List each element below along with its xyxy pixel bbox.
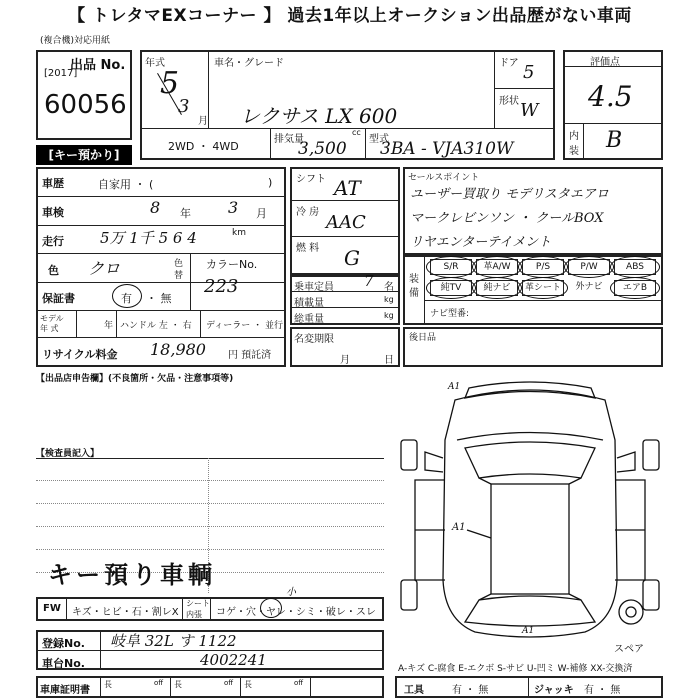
model-value: レクサス LX 600 (240, 104, 398, 128)
selection-circle (426, 277, 476, 299)
divider (36, 337, 286, 338)
dotted-line (36, 549, 384, 550)
model-label: 車名・グレード (214, 58, 284, 69)
lot-number: 60056 (44, 90, 127, 120)
divider (170, 676, 171, 698)
tools-value: 有 ・ 無 (452, 685, 489, 696)
rename-day-unit: 日 (384, 355, 394, 366)
capacity-label: 乗車定員 (294, 282, 334, 293)
option-power-steering: P/S (522, 259, 564, 275)
selection-circle (518, 256, 568, 278)
selection-circle (610, 256, 660, 278)
ac-label: 冷 房 (296, 207, 320, 218)
equipment-label-1: 装 (409, 274, 419, 285)
dotted-line (36, 503, 384, 504)
damage-legend: A-キズ C-腐食 E-エクボ S-サビ U-凹ミ W-補修 XX-交換済 (398, 664, 633, 674)
shape-label: 形状 (499, 96, 519, 107)
form-note: (複合機)対応用紙 (40, 36, 111, 46)
divider (190, 253, 191, 310)
history-label: 車歴 (42, 177, 64, 190)
dotted-line (36, 526, 384, 527)
shift-value: AT (334, 176, 361, 200)
inspection-label: 車検 (42, 206, 64, 219)
lot-label: 出品 No. (70, 58, 126, 73)
sales-point-line: マークレビンソン ・ クールBOX (410, 211, 604, 226)
fuel-label: 燃 料 (296, 243, 320, 254)
inspection-month-unit: 月 (256, 207, 267, 220)
history-close: ) (268, 176, 273, 189)
cert-cell: 長 (104, 680, 112, 689)
damage-mark-top: A1 (448, 382, 461, 392)
option-sunroof: S/R (430, 259, 472, 275)
equipment-label-2: 備 (409, 288, 419, 299)
reg-label: 登録No. (42, 637, 85, 650)
type-value: 3BA - VJA310W (380, 139, 514, 159)
dotted-line (36, 480, 384, 481)
fuel-value: G (344, 246, 360, 270)
selection-circle (472, 277, 522, 299)
option-genuine-tv: 純TV (430, 280, 472, 296)
doors-label: ドア (499, 58, 519, 69)
seat-label-1: シート (186, 599, 210, 608)
divider (494, 50, 495, 128)
displacement-label: 排気量 (274, 134, 304, 145)
warranty-no: ・ 無 (146, 292, 172, 305)
divider (208, 50, 209, 128)
option-airbag: エアB (614, 280, 656, 296)
divider (36, 310, 286, 311)
interior-value: B (606, 128, 623, 153)
damage-mark-side: A1 (452, 522, 466, 533)
color-change-2: 替 (174, 271, 184, 281)
divider (210, 597, 211, 621)
option-power-windows: P/W (568, 259, 610, 275)
interior-label-1: 内 (569, 131, 579, 142)
stain-mark: 小 (286, 587, 296, 598)
model-year-label: モデル 年 式 (40, 314, 64, 333)
key-badge: [キー預かり] (36, 145, 132, 165)
reg-value: 岐阜 32L す 1122 (110, 632, 237, 650)
cert-cell: 長 (174, 680, 182, 689)
warranty-label: 保証書 (42, 292, 75, 305)
scratch-options: キズ・ヒビ・石・割レX (72, 607, 179, 618)
color-value: クロ (88, 259, 121, 278)
model-year-unit: 年 (104, 321, 114, 331)
displacement-unit: cc (352, 128, 361, 137)
gross-unit: kg (384, 311, 394, 320)
load-label: 積載量 (294, 298, 324, 309)
option-abs: ABS (614, 259, 656, 275)
inspector-note: キー預り車輌 (48, 560, 216, 589)
divider (365, 128, 366, 160)
divider (182, 597, 183, 621)
selection-circle (260, 598, 282, 618)
tools-label: 工具 (404, 685, 424, 696)
stain-options: コゲ・穴・ヤレ・シミ・破レ・スレ (216, 607, 376, 618)
warranty-yes: 有 (121, 292, 132, 305)
inspection-year-unit: 年 (180, 207, 191, 220)
seat-label-2: 内張 (186, 610, 202, 619)
divider (310, 676, 311, 698)
divider (494, 88, 555, 89)
handle-label: ハンドル 左 ・ 右 (120, 321, 192, 331)
year-label: 年式 (145, 58, 165, 69)
spare-label: スペア (614, 644, 644, 655)
ac-value: AAC (326, 212, 366, 233)
fw-label: FW (43, 603, 61, 614)
cert-cell: 長 (244, 680, 252, 689)
tools-block (395, 676, 663, 698)
month-unit: 月 (198, 116, 208, 127)
option-leather-aw: 革A/W (476, 259, 518, 275)
interior-label-2: 装 (569, 146, 579, 157)
inspection-year: 8 (150, 198, 161, 217)
history-value: 自家用 ・ ( (98, 178, 154, 191)
sales-point-line: ユーザー買取り モデリスタエアロ (410, 187, 609, 202)
divider (270, 128, 271, 160)
divider (36, 282, 286, 283)
divider (36, 458, 384, 459)
lot-year-tag: [2017] (44, 68, 78, 79)
chassis-label: 車台No. (42, 657, 85, 670)
dealer-label: ディーラー ・ 並行 (206, 321, 284, 331)
sales-points-label: セールスポイント (408, 173, 480, 183)
arrival-label: 後日品 (409, 333, 437, 343)
color-label: 色 (48, 264, 59, 277)
declaration-label: 【出品店申告欄】(不良箇所・欠品・注意事項等) (36, 374, 234, 384)
divider (528, 676, 529, 698)
drive-options: 2WD ・ 4WD (168, 140, 239, 153)
recycle-value: 18,980 (150, 340, 206, 359)
selection-circle (564, 256, 614, 278)
capacity-value: 7 (364, 272, 374, 290)
divider (36, 225, 286, 226)
divider (290, 236, 400, 237)
divider (424, 300, 663, 301)
doors-value: 5 (523, 62, 535, 83)
divider (200, 310, 201, 337)
chassis-value: 4002241 (200, 651, 267, 669)
divider (36, 196, 286, 197)
page-banner: 【 トレタマEXコーナー 】 過去1年以上オークション出品歴がない車両 (0, 0, 700, 33)
score-value: 4.5 (588, 80, 633, 113)
divider (100, 676, 101, 698)
inspection-month: 3 (228, 198, 239, 217)
cert-cell: off (224, 679, 234, 687)
arrival-block (403, 327, 663, 367)
divider (66, 597, 67, 621)
car-diagram (395, 380, 665, 645)
divider (583, 123, 584, 160)
divider (100, 630, 101, 670)
color-no-label: カラーNo. (206, 258, 258, 271)
selection-circle (426, 256, 476, 278)
inspector-label: 【検査員記入】 (36, 449, 100, 459)
selection-circle (610, 277, 660, 299)
divider (290, 200, 400, 201)
option-aftermarket-navi: 外ナビ (575, 282, 603, 292)
selection-circle (472, 256, 522, 278)
shift-label: シフト (296, 174, 326, 185)
displacement-value: 3,500 (298, 139, 347, 159)
cert-label: 車庫証明書 (40, 685, 90, 696)
divider (563, 123, 663, 124)
option-genuine-navi: 純ナビ (476, 280, 518, 296)
divider (240, 676, 241, 698)
divider (36, 253, 286, 254)
mileage-value: 5万 1千 5 6 4 (100, 229, 197, 247)
recycle-label: リサイクル料金 (42, 348, 118, 361)
navi-model-label: ナビ型番: (430, 309, 470, 319)
selection-circle (518, 277, 568, 299)
gross-label: 総重量 (294, 314, 324, 325)
load-unit: kg (384, 295, 394, 304)
color-change-1: 色 (174, 259, 184, 269)
sales-point-line: リヤエンターテイメント (410, 235, 552, 250)
damage-mark-bottom: A1 (522, 626, 535, 636)
cert-cell: off (294, 679, 304, 687)
capacity-unit: 名 (384, 282, 394, 293)
shape-value: W (520, 100, 539, 121)
type-label: 型式 (369, 134, 389, 145)
jack-label: ジャッキ (534, 685, 574, 696)
mileage-label: 走行 (42, 235, 64, 248)
warranty-circle (112, 284, 142, 308)
recycle-unit: 円 預託済 (228, 350, 272, 361)
mileage-unit: km (232, 228, 246, 238)
divider (424, 255, 425, 325)
jack-value: 有 ・ 無 (584, 685, 621, 696)
divider (76, 310, 77, 337)
color-no-value: 223 (204, 276, 239, 297)
divider (116, 310, 117, 337)
option-leather-seat: 革シート (522, 280, 564, 296)
year-value: 5 (160, 66, 180, 101)
rename-month-unit: 月 (340, 355, 350, 366)
rename-label: 名変期限 (294, 334, 334, 345)
cert-cell: off (154, 679, 164, 687)
score-label: 評価点 (590, 57, 620, 68)
month-value: 3 (178, 96, 190, 117)
